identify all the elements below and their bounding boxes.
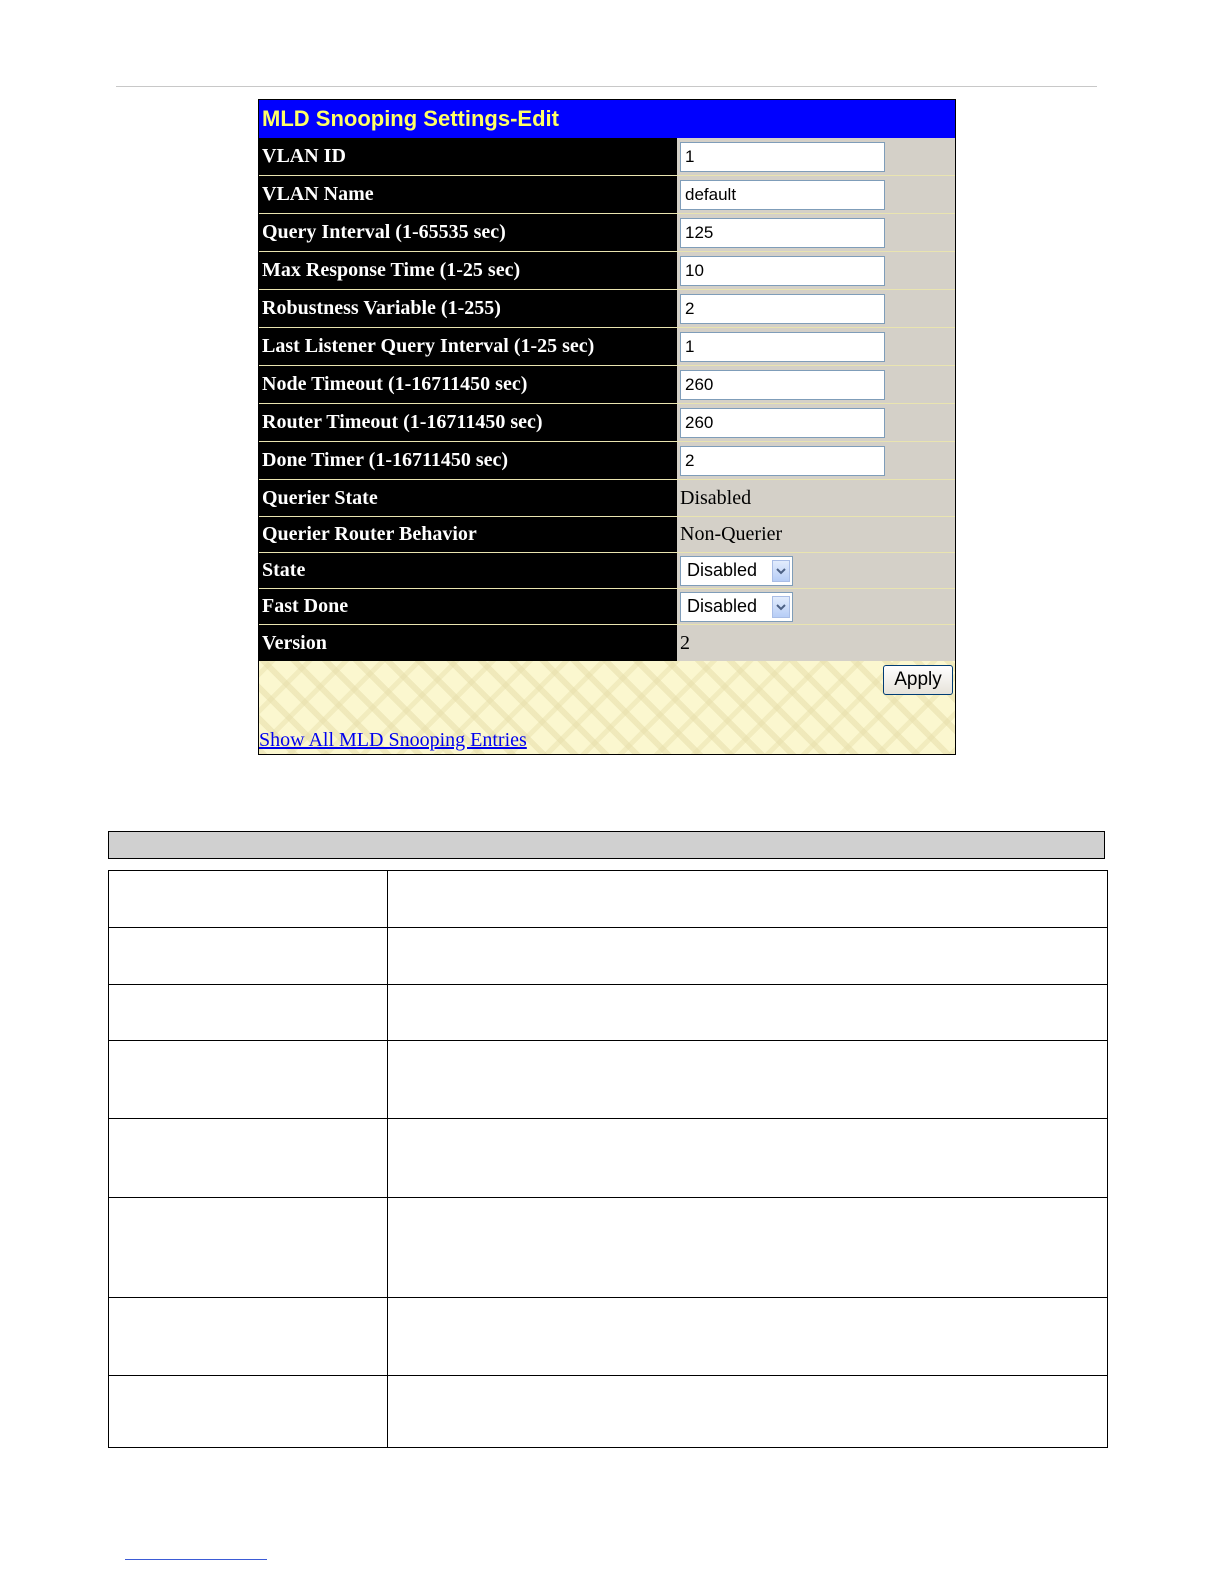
row-vlan-id [259, 138, 955, 176]
row-max-response-time [259, 252, 955, 290]
mld-snooping-settings-panel [258, 99, 956, 755]
fast-done-select-value: Disabled [687, 596, 758, 616]
table-row [109, 985, 1108, 1041]
last-listener-query-interval-label: Last Listener Query Interval (1-25 sec) [259, 328, 677, 365]
state-label: State [259, 553, 677, 588]
robustness-variable-input[interactable] [680, 294, 885, 324]
table-row [109, 1041, 1108, 1119]
last-listener-query-interval-input[interactable] [680, 332, 885, 362]
vlan-id-label: VLAN ID [259, 138, 677, 175]
row-state [259, 553, 955, 589]
table-row [109, 1198, 1108, 1298]
vlan-name-label: VLAN Name [259, 176, 677, 213]
row-querier-router-behavior [259, 517, 955, 553]
row-node-timeout [259, 366, 955, 404]
chevron-down-icon[interactable] [772, 560, 790, 582]
table-row [109, 1298, 1108, 1376]
row-router-timeout [259, 404, 955, 442]
row-vlan-name [259, 176, 955, 214]
robustness-variable-label: Robustness Variable (1-255) [259, 290, 677, 327]
version-label: Version [259, 625, 677, 661]
table-row [109, 1119, 1108, 1198]
table-row [109, 928, 1108, 985]
node-timeout-label: Node Timeout (1-16711450 sec) [259, 366, 677, 403]
querier-router-behavior-label: Querier Router Behavior [259, 517, 677, 552]
footer-link-underline [125, 1559, 267, 1560]
vlan-id-input[interactable] [680, 142, 885, 172]
table-row [109, 871, 1108, 928]
panel-title: MLD Snooping Settings-Edit [259, 100, 955, 138]
vlan-name-input[interactable] [680, 180, 885, 210]
parameter-description-table [108, 870, 1108, 1448]
querier-router-behavior-value: Non-Querier [680, 523, 783, 545]
fast-done-label: Fast Done [259, 589, 677, 624]
node-timeout-input[interactable] [680, 370, 885, 400]
page-top-rule [116, 86, 1097, 87]
row-robustness-variable [259, 290, 955, 328]
chevron-down-icon[interactable] [772, 596, 790, 618]
done-timer-input[interactable] [680, 446, 885, 476]
max-response-time-label: Max Response Time (1-25 sec) [259, 252, 677, 289]
query-interval-input[interactable] [680, 218, 885, 248]
done-timer-label: Done Timer (1-16711450 sec) [259, 442, 677, 479]
show-all-mld-snooping-entries-link[interactable]: Show All MLD Snooping Entries [259, 729, 527, 751]
doc-table-header-bar [108, 831, 1105, 859]
querier-state-label: Querier State [259, 480, 677, 516]
apply-button[interactable]: Apply [883, 665, 953, 695]
state-select[interactable] [680, 556, 793, 586]
row-query-interval [259, 214, 955, 252]
table-row [109, 1376, 1108, 1448]
query-interval-label: Query Interval (1-65535 sec) [259, 214, 677, 251]
router-timeout-input[interactable] [680, 408, 885, 438]
panel-footer [259, 661, 955, 754]
row-version [259, 625, 955, 661]
version-value: 2 [680, 631, 690, 654]
row-done-timer [259, 442, 955, 480]
max-response-time-input[interactable] [680, 256, 885, 286]
fast-done-select[interactable] [680, 592, 793, 622]
router-timeout-label: Router Timeout (1-16711450 sec) [259, 404, 677, 441]
row-querier-state [259, 480, 955, 517]
row-last-listener-query-interval [259, 328, 955, 366]
row-fast-done [259, 589, 955, 625]
state-select-value: Disabled [687, 560, 758, 580]
querier-state-value: Disabled [680, 486, 752, 509]
